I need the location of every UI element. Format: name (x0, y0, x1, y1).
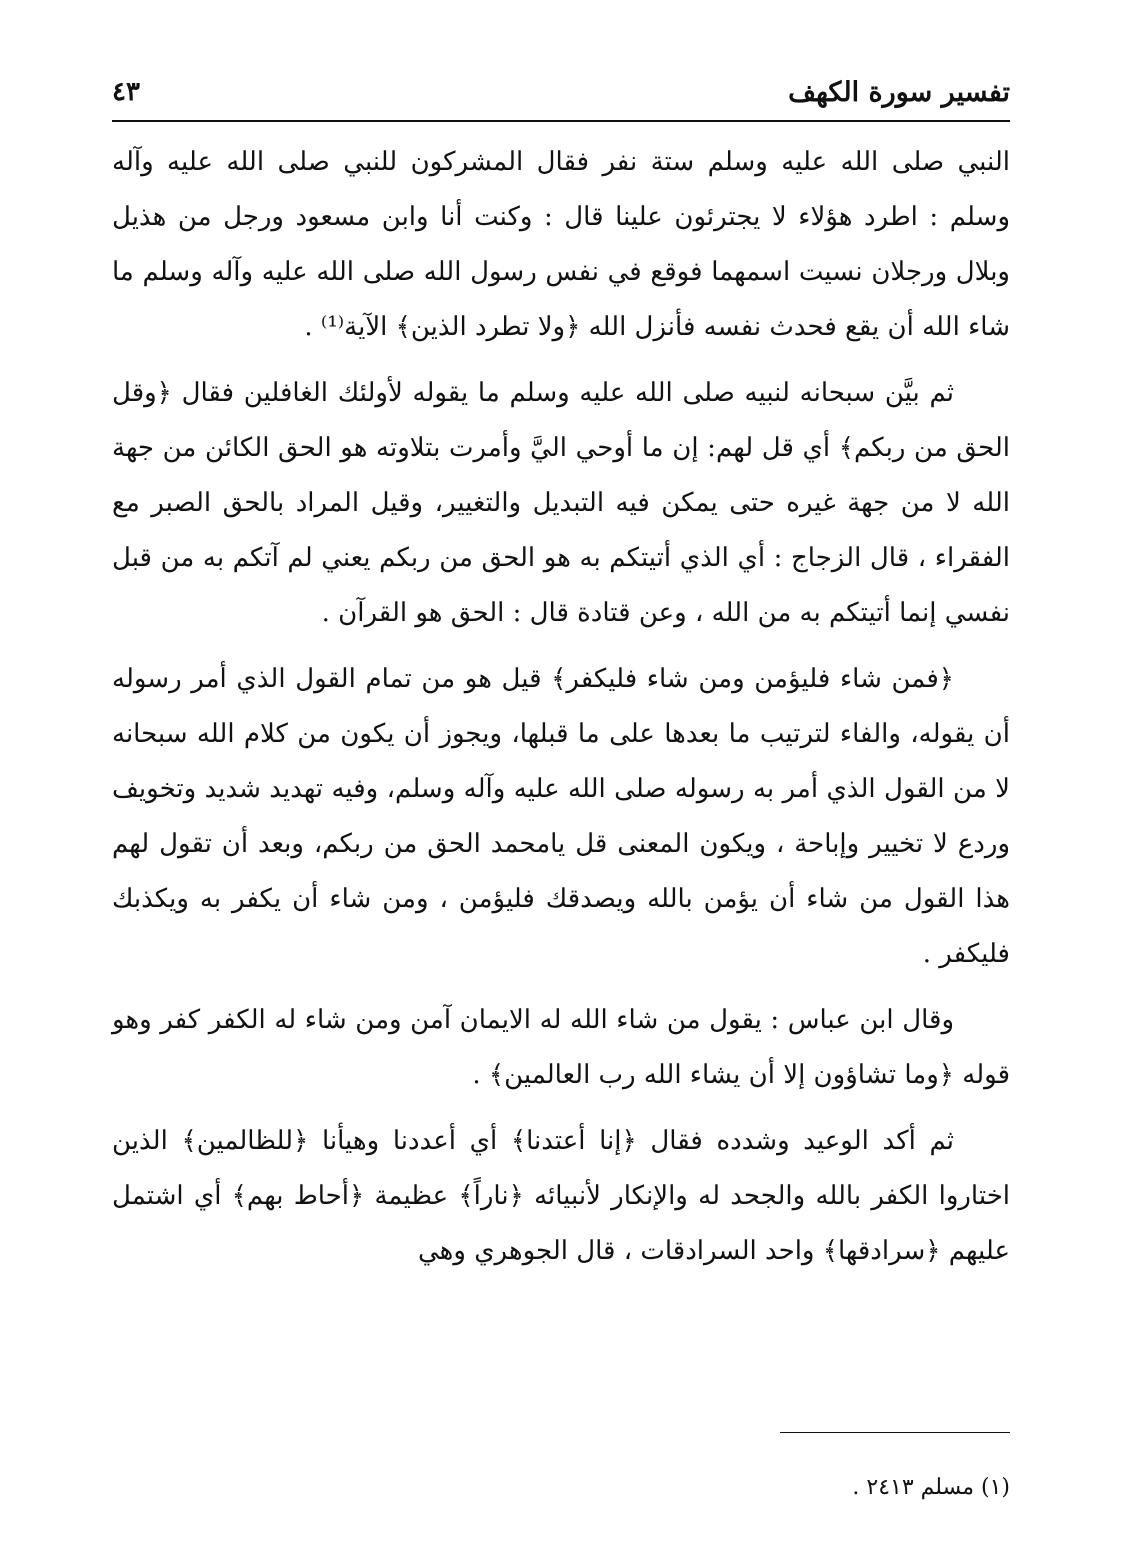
paragraph: ﴿فمن شاء فليؤمن ومن شاء فليكفر﴾ قيل هو من تمام القول الذي أمر رسوله أن يقوله، والفاء لترتيب ما بعدها على ما قبلها، ويجوز أن يكون من كلام الله سبحانه لا من القول الذي أمر به رسوله صلى الله عليه وآله وسلم، وفيه تهديد شديد وتخويف وردع لا تخيير وإباحة ، ويكون المعنى قل يامحمد الحق من ربكم، وبعد أن تقول لهم هذا القول من شاء أن يؤمن بالله ويصدقك فليؤمن ، ومن شاء أن يكفر به ويكذبك فليكفر . (112, 664, 1010, 969)
footnote: (١) مسلم ٢٤١٣ . (852, 1475, 1010, 1500)
paragraph: النبي صلى الله عليه وسلم ستة نفر فقال المشركون للنبي صلى الله عليه وآله وسلم : اطرد هؤلاء لا يجترئون علينا قال : وكنت أنا وابن مسعود ورجل من هذيل وبلال ورجلان نسيت اسمهما فوقع في نفس رسول الله صلى الله عليه وآله وسلم ما شاء الله أن يقع فحدث نفسه فأنزل الله ﴿ولا تطرد الذين﴾ الآية⁽¹⁾ . (112, 147, 1010, 342)
running-title: تفسير سورة الكهف (788, 76, 1010, 108)
paragraph: ثم بيَّن سبحانه لنبيه صلى الله عليه وسلم ما يقوله لأولئك الغافلين فقال ﴿وقل الحق من ربكم﴾ أي قل لهم: إن ما أوحي اليَّ وأمرت بتلاوته هو الحق الكائن من جهة الله لا من جهة غيره حتى يمكن فيه التبديل والتغيير، وقيل المراد بالحق الصبر مع الفقراء ، قال الزجاج : أي الذي أتيتكم به هو الحق من ربكم يعني لم آتكم به من قبل نفسي إنما أتيتكم به من الله ، وعن قتادة قال : الحق هو القرآن . (112, 378, 1010, 628)
paragraph: ثم أكد الوعيد وشدده فقال ﴿إنا أعتدنا﴾ أي أعددنا وهيأنا ﴿للظالمين﴾ الذين اختاروا الكفر بالله والجحد له والإنكار لأنبيائه ﴿ناراً﴾ عظيمة ﴿أحاط بهم﴾ أي اشتمل عليهم ﴿سرادقها﴾ واحد السرادقات ، قال الجوهري وهي (112, 1126, 1010, 1266)
page-body (112, 135, 1010, 1279)
paragraph: وقال ابن عباس : يقول من شاء الله له الايمان آمن ومن شاء له الكفر كفر وهو قوله ﴿وما تشاؤون إلا أن يشاء الله رب العالمين﴾ . (112, 1005, 1010, 1090)
page-header (112, 70, 1010, 114)
footnote-rule (780, 1432, 1010, 1433)
page-number: ٤٣ (112, 77, 140, 107)
header-rule (112, 120, 1010, 122)
